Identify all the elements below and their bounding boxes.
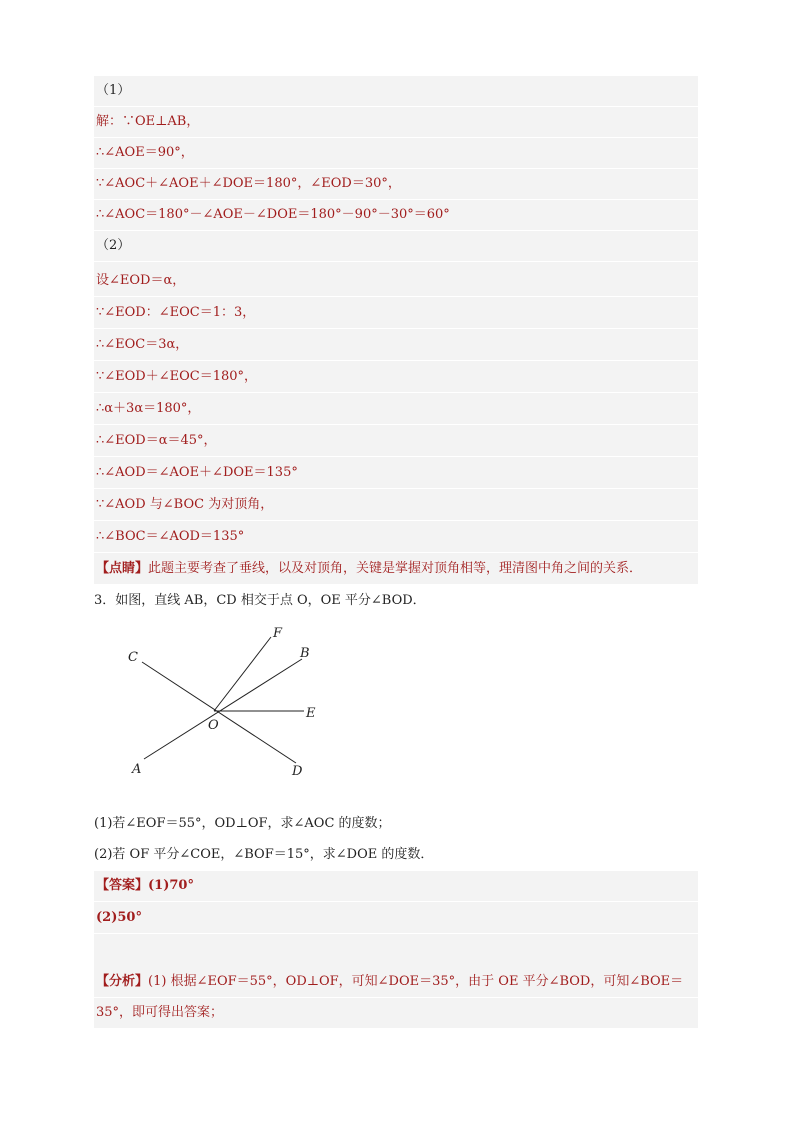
solution-line: ∵∠EOD：∠EOC＝1：3， [94, 298, 698, 329]
answer-1: (1)70° [148, 878, 194, 893]
solution-line: ∴∠AOC＝180°－∠AOE－∠DOE＝180°－90°－30°＝60° [94, 200, 698, 231]
label-C: C [128, 650, 138, 665]
solution-line: ∴∠EOC＝3α， [94, 330, 698, 361]
label-B: B [300, 646, 310, 661]
label-E: E [306, 706, 316, 721]
answer-block [94, 871, 698, 1029]
sub-question-1: (1)若∠EOF＝55°，OD⊥OF，求∠AOC 的度数； [94, 816, 391, 831]
label-F: F [273, 626, 283, 641]
ray-OF [214, 637, 271, 711]
solution-block [94, 76, 698, 584]
label-A: A [132, 762, 142, 777]
solution-line: ∴∠AOD＝∠AOE＋∠DOE＝135° [94, 458, 698, 489]
analysis-tag: 【分析】 [96, 974, 149, 989]
answer-line-1 [94, 871, 698, 902]
answer-tag: 【答案】 [96, 878, 149, 893]
sub-question-2: (2)若 OF 平分∠COE，∠BOF＝15°，求∠DOE 的度数． [94, 847, 434, 862]
comment-text: 此题主要考查了垂线，以及对顶角，关键是掌握对顶角相等，理清图中角之间的关系． [148, 561, 643, 576]
solution-line: ∵∠AOD 与∠BOC 为对顶角， [94, 490, 698, 521]
geometry-figure [120, 620, 350, 780]
part-1-label: （1） [94, 76, 698, 107]
solution-line: ∴∠AOE＝90°， [94, 138, 698, 169]
comment-line [94, 554, 698, 585]
solution-line: ∵∠EOD＋∠EOC＝180°， [94, 362, 698, 393]
line-AB [144, 659, 302, 759]
solution-line: 解：∵OE⊥AB， [94, 107, 698, 138]
comment-tag: 【点睛】 [96, 561, 149, 576]
solution-line: ∴α＋3α＝180°， [94, 394, 698, 425]
solution-line: ∴∠EOD＝α＝45°， [94, 426, 698, 457]
answer-2: (2)50° [94, 903, 698, 934]
label-O: O [208, 718, 219, 733]
part-2-label: （2） [94, 231, 698, 262]
analysis-text-1: (1) 根据∠EOF＝55°，OD⊥OF，可知∠DOE＝35°，由于 OE 平分∠BOD，可知∠BOE＝ [148, 974, 684, 989]
solution-line: ∵∠AOC＋∠AOE＋∠DOE＝180°，∠EOD＝30°， [94, 169, 698, 200]
solution-line: ∴∠BOC＝∠AOD＝135° [94, 522, 698, 553]
solution-line: 设∠EOD＝α， [94, 266, 698, 297]
problem-stem: 3．如图，直线 AB，CD 相交于点 O，OE 平分∠BOD． [94, 593, 426, 608]
label-D: D [292, 764, 303, 779]
analysis-line-1 [94, 967, 698, 998]
analysis-text-2: 35°，即可得出答案； [94, 998, 698, 1029]
